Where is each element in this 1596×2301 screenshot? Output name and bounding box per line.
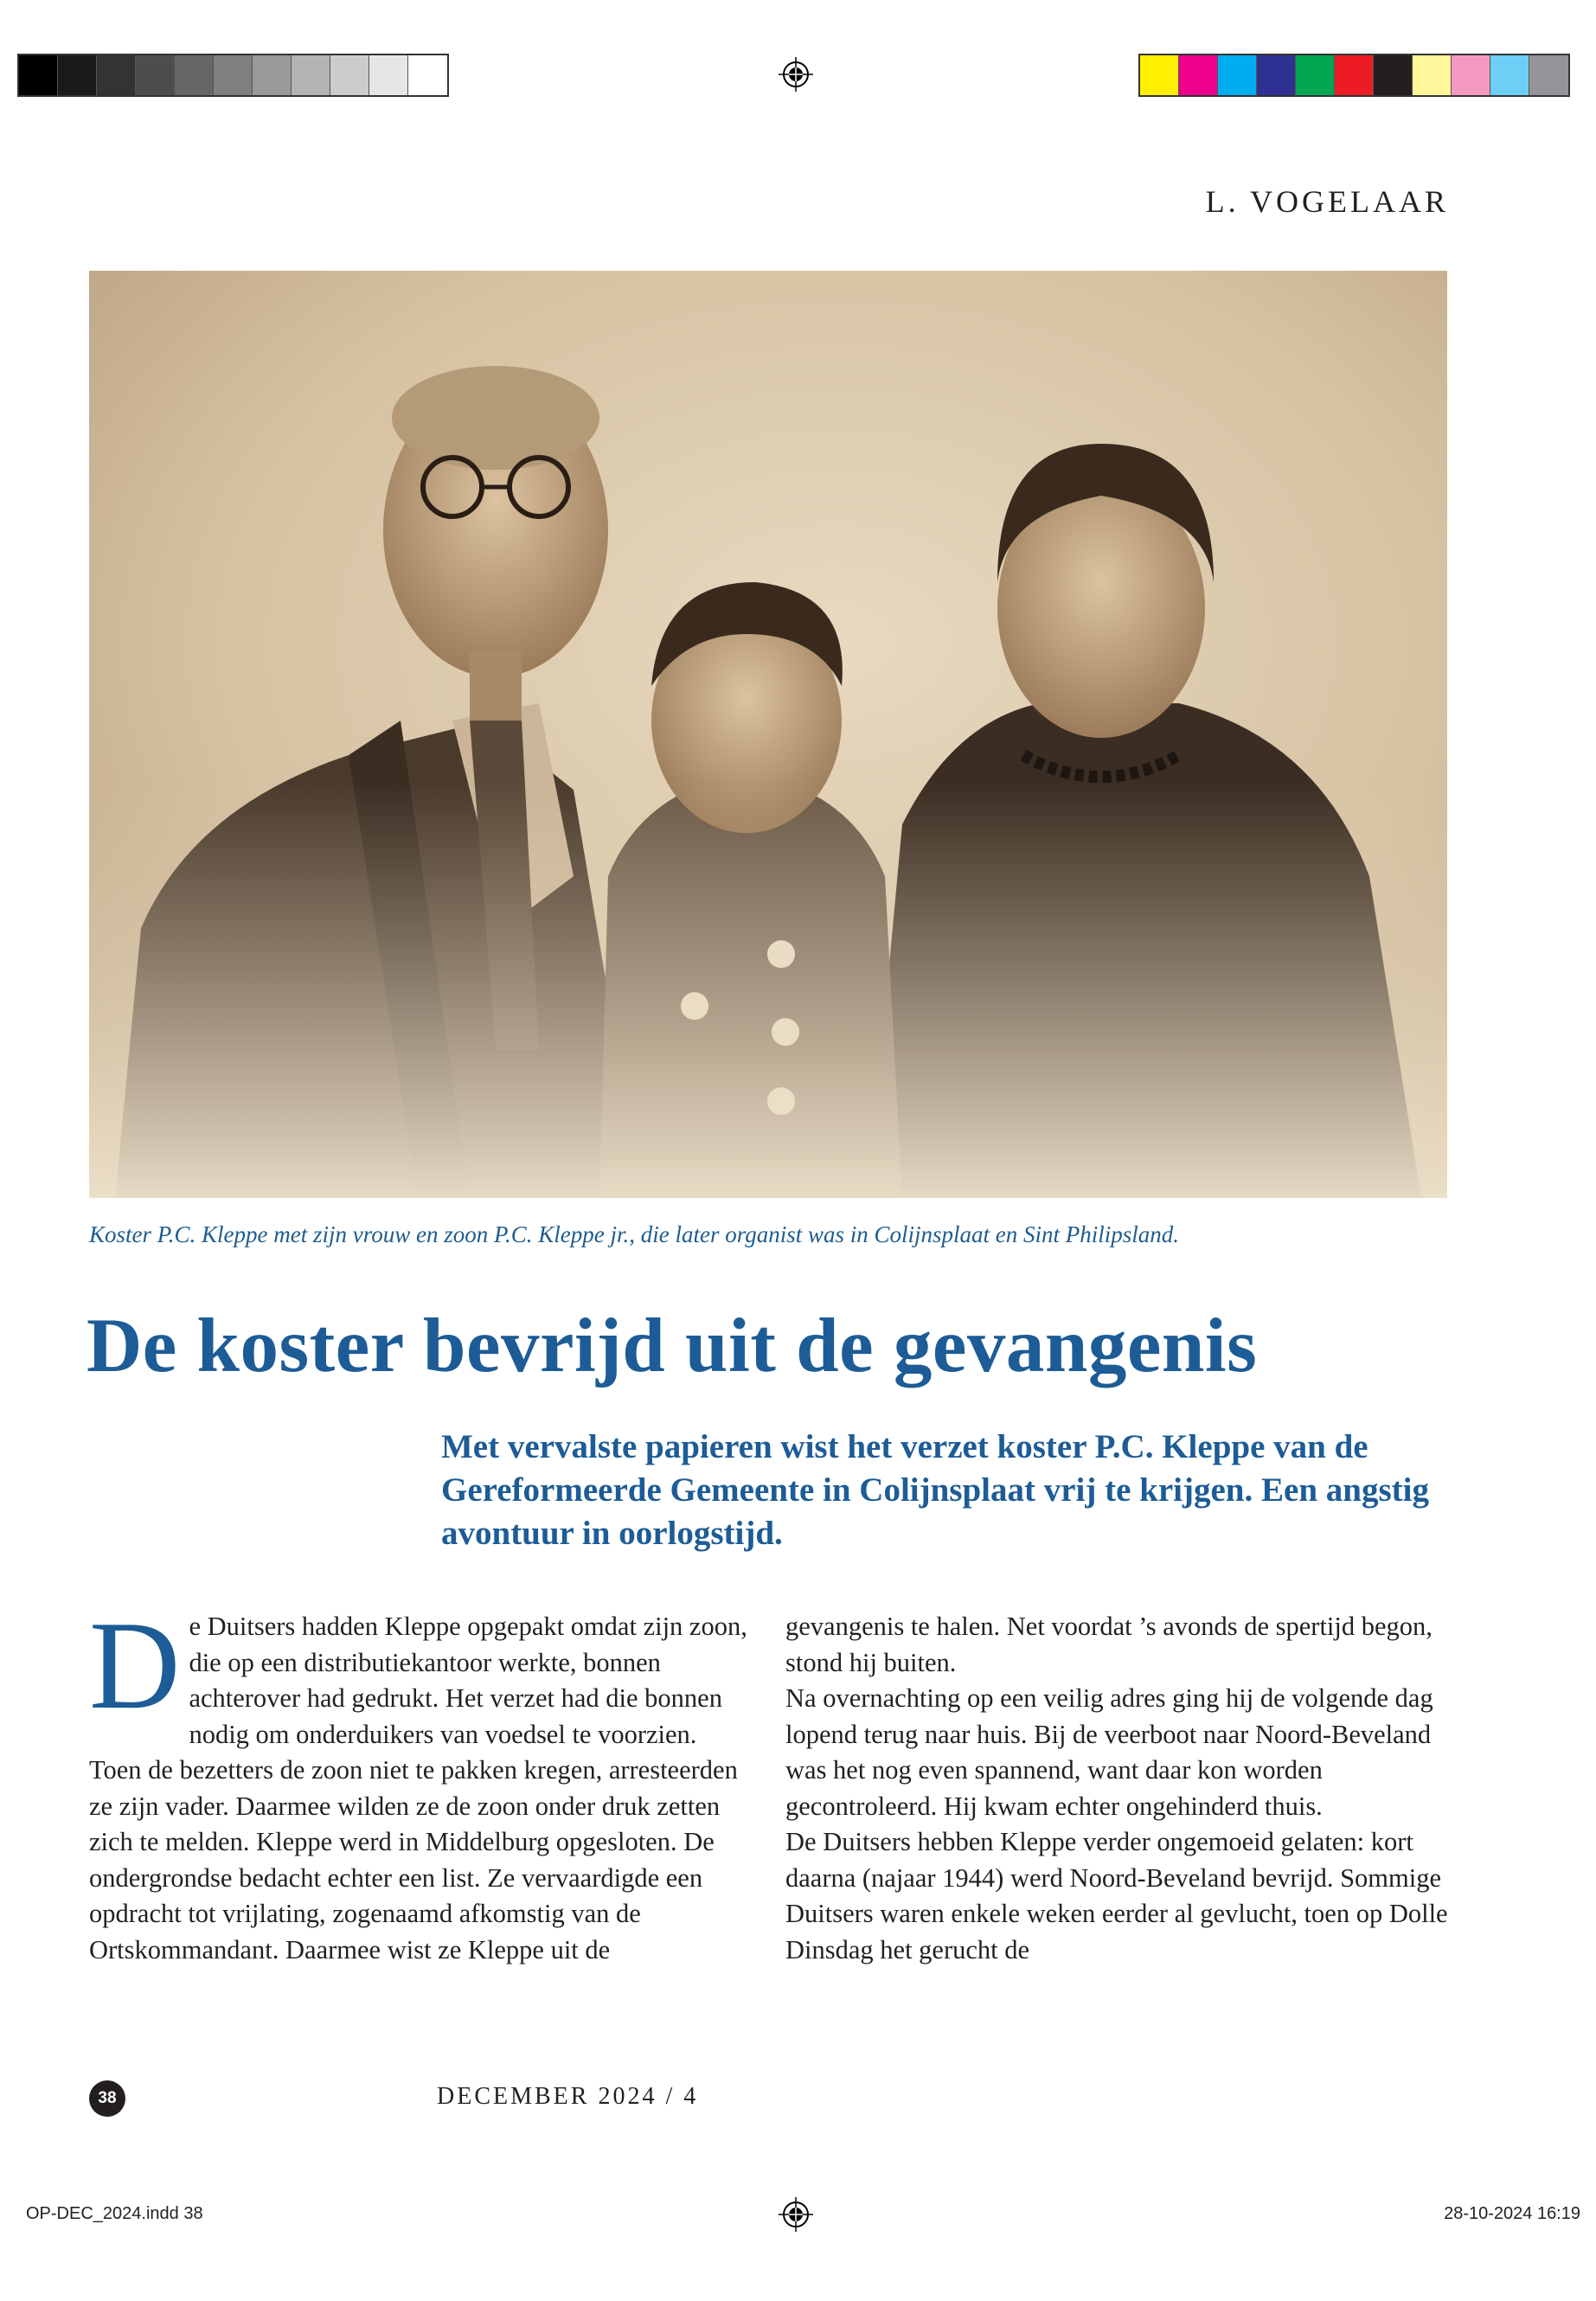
column-right-paragraph: Na overnachting op een veilig adres ging hij de volgende dag lopend terug naar huis. Bij de veerboot naar Noord-Beveland was het nog even spannend, want daar kon worden gecontroleerd. Hij kwam echter ongehinderd thuis. (785, 1683, 1433, 1821)
article-column-right (785, 1609, 1452, 1968)
color-swatch (136, 55, 175, 95)
article-column-left (89, 1595, 755, 1968)
drop-cap: D (89, 1595, 181, 1735)
color-swatch (369, 55, 408, 95)
registration-mark-icon (779, 2197, 813, 2232)
column-right-paragraph: gevangenis te halen. Net voordat ’s avonds de spertijd begon, stond hij buiten. (785, 1612, 1433, 1677)
article-intro: Met vervalste papieren wist het verzet koster P.C. Kleppe van de Gereformeerde Gemeente in Colijnsplaat vrij te krijgen. Een angstig avontuur in oorlogstijd. (441, 1428, 1429, 1552)
color-swatch (1296, 55, 1335, 95)
color-swatch (1529, 55, 1568, 95)
color-swatch (1335, 55, 1374, 95)
slug-timestamp: 28-10-2024 16:19 (1444, 2204, 1580, 2223)
color-swatch (408, 55, 447, 95)
process-color-bar (1138, 54, 1570, 97)
registration-mark-icon (779, 57, 813, 92)
color-swatch (97, 55, 136, 95)
color-swatch (175, 55, 214, 95)
article-title: De koster bevrijd uit de gevangenis (87, 1304, 1258, 1388)
issue-label: DECEMBER 2024 / 4 (437, 2083, 699, 2110)
color-swatch (1490, 55, 1529, 95)
color-swatch (330, 55, 369, 95)
page-number: 38 (89, 2080, 125, 2117)
color-swatch (1257, 55, 1296, 95)
color-swatch (58, 55, 97, 95)
color-swatch (1218, 55, 1257, 95)
color-swatch (1179, 55, 1218, 95)
color-swatch (1374, 55, 1413, 95)
color-swatch (1140, 55, 1179, 95)
color-swatch (1452, 55, 1490, 95)
slug-file-info: OP-DEC_2024.indd 38 (26, 2204, 203, 2223)
color-swatch (292, 55, 330, 95)
family-portrait-photo (89, 271, 1447, 1198)
column-right-paragraph: De Duitsers hebben Kleppe verder ongemoeid gelaten: kort daarna (najaar 1944) werd Noord-Beveland bevrijd. Sommige Duitsers waren enkele weken eerder al gevlucht, toen op Dolle Dinsdag het gerucht de (785, 1827, 1448, 1965)
photo-caption: Koster P.C. Kleppe met zijn vrouw en zoon P.C. Kleppe jr., die later organist was in Colijnsplaat en Sint Philipsland. (89, 1221, 1180, 1247)
color-swatch (19, 55, 58, 95)
grayscale-color-bar (17, 54, 449, 97)
column-left-text: e Duitsers hadden Kleppe opgepakt omdat zijn zoon, die op een distributiekantoor werkte, bonnen achterover had gedrukt. Het verzet had die bonnen nodig om onderduikers van voedsel te voorzien. Toen de bezetters de zoon niet te pakken kregen, arresteerden ze zijn vader. Daarmee wilden ze de zoon onder druk zetten zich te melden. Kleppe werd in Middelburg opgesloten. De ondergrondse bedacht echter een list. Ze vervaardigde een opdracht tot vrijlating, zogenaamd afkomstig van de Ortskommandant. Daarmee wist ze Kleppe uit de (89, 1612, 747, 1965)
color-swatch (1413, 55, 1452, 95)
color-swatch (214, 55, 253, 95)
author-name: L. VOGELAAR (1205, 184, 1449, 219)
color-swatch (253, 55, 292, 95)
